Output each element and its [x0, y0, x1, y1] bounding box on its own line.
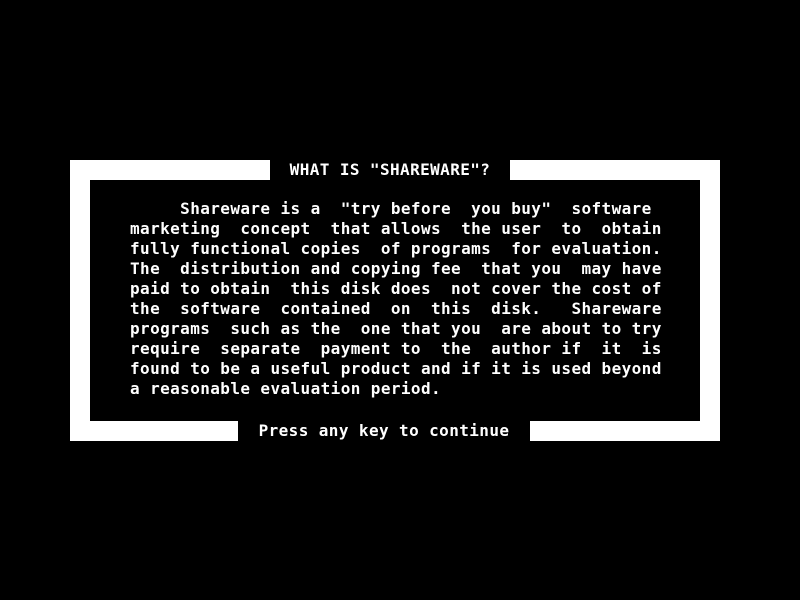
dialog-frame: [70, 160, 720, 441]
body-line: Shareware is a "try before you buy" software: [130, 199, 652, 218]
body-line: programs such as the one that you are about to try: [130, 319, 662, 338]
body-line: fully functional copies of programs for evaluation.: [130, 239, 662, 258]
body-line: marketing concept that allows the user to obtain: [130, 219, 662, 238]
body-line: paid to obtain this disk does not cover the cost of: [130, 279, 662, 298]
body-line: require separate payment to the author if it is: [130, 339, 662, 358]
press-any-key-prompt[interactable]: Press any key to continue: [238, 421, 530, 441]
body-line: The distribution and copying fee that you may have: [130, 259, 662, 278]
body-line: a reasonable evaluation period.: [130, 379, 442, 398]
body-line: found to be a useful product and if it is used beyond: [130, 359, 662, 378]
dialog-title: WHAT IS "SHAREWARE"?: [270, 160, 510, 180]
dialog-body: [90, 180, 700, 421]
body-text-block: [130, 199, 662, 399]
body-line: the software contained on this disk. Shareware: [130, 299, 662, 318]
